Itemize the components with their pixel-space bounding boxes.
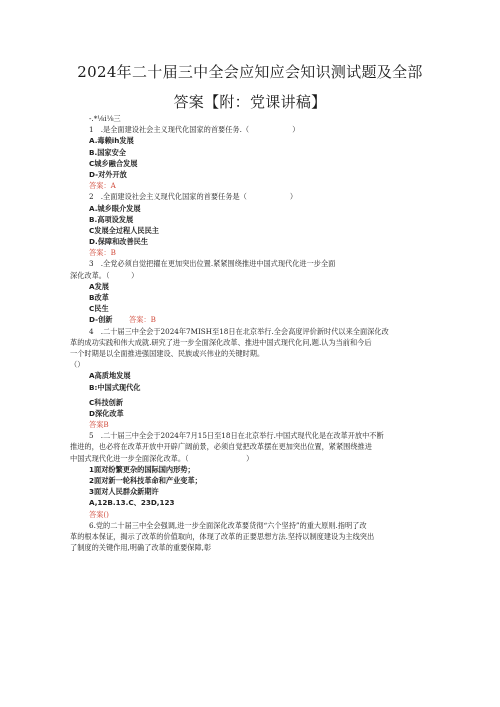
- question-3-option-a: A发展: [89, 281, 109, 291]
- question-5-stem-line-1: 5 .二十届三中全会于2024年7月15日至18日在北京举行.中国式现代化是在改革开放中不断: [89, 431, 384, 441]
- question-1-stem: 1 .是全面建设社会主义现代化国家的首要任务.（ ）: [89, 125, 300, 135]
- question-5-answer: 答案(): [89, 509, 109, 519]
- question-1-option-c: C城乡融合发展: [89, 158, 138, 168]
- question-1-option-d: D-对外开放: [89, 169, 127, 179]
- question-5-item-1: 1面对纷繁更杂的国际国内形势；: [89, 464, 195, 474]
- question-4-option-c: C科技创新: [89, 397, 124, 407]
- question-2-option-c: C发展全过程人民民主: [89, 225, 159, 235]
- question-3-answer: 答案：B: [129, 315, 156, 325]
- question-4-stem-line-1: 4 .二十届三中全会于2024年7MISH至18日在北京举行.全会高度评价新时代以来全面深化改: [89, 326, 389, 336]
- question-2-option-a: A.城乡眼介发展: [89, 203, 141, 213]
- question-4-option-a: A高质地发展: [89, 371, 131, 381]
- question-3-stem-line-2: 深化改革。（ ）: [70, 270, 139, 280]
- question-4-stem-line-4: （）: [70, 360, 85, 370]
- question-3-option-d-and-answer: D-创新: [89, 315, 113, 325]
- section-heading: -.*⅛i⅛三: [89, 114, 121, 123]
- question-5-stem-line-2: 推进的，也必将在改革开放中开辟广阔前景，必须自觉把改革摆在更加突出位置，紧紧围绕推进: [70, 442, 372, 452]
- question-4-option-b: B:中国式现代化: [89, 382, 141, 392]
- question-1-option-a: A.毒赖ih发展: [89, 136, 134, 146]
- question-1-option-b: B.国家安全: [89, 147, 126, 157]
- question-2-stem: 2 .全面建设社会主义现代化国家的首要任务是（ ）: [89, 192, 298, 202]
- question-3-option-b: B改革: [89, 293, 109, 302]
- question-5-options: A,12B.13.C、23D,123: [89, 498, 175, 508]
- question-2-answer: 答案：B: [89, 248, 116, 258]
- question-2-option-d: D.保障和改善民生: [89, 237, 149, 247]
- question-2-option-b: B.高项设发展: [89, 214, 134, 224]
- question-3-option-c: C民生: [89, 304, 109, 314]
- question-6-stem-line-2: 革的根本保证，揭示了改革的价值取向，体现了改革的正要思想方法.坚持以制度建设为主线突出: [70, 531, 375, 541]
- question-1-answer: 答案：A: [89, 181, 116, 191]
- question-5-item-3: 3面对人民群众新期许: [89, 487, 159, 497]
- question-6-stem-line-1: 6.党的二十届三中全会强调,进一步全面深化改革要货彻“六个坚持”的重大原则.指明了改: [89, 520, 367, 530]
- question-5-item-2: 2面对新一轮科技革命和产业变革；: [89, 476, 202, 485]
- question-6-stem-line-3: 了制度的关键作用,明确了改革的重要保障,彰: [70, 543, 212, 553]
- document-title-line-1: 2024年二十届三中全会应知应会知识测试题及全部: [77, 63, 423, 81]
- question-4-option-d: D深化改革: [89, 408, 124, 418]
- question-4-answer: 答案B: [89, 420, 109, 430]
- question-3-stem-line-1: 3 .全党必须自觉把擢在更加突出位置.紧紧围绕推进中国式现代化进一步全面: [89, 259, 336, 269]
- question-4-stem-line-3: 一个时期是以全面推进强国建设、民族或兴伟业的关键时期。: [70, 348, 265, 358]
- document-body: [70, 113, 419, 553]
- question-4-stem-line-2: 革的成功实践和伟大成就.研究了进一步全面深化改革、推进中国式现代化问,题.认为当前和今后: [70, 337, 372, 347]
- question-5-stem-line-3: 中国式现代化进一步全面深化改革。（ ）: [70, 453, 254, 463]
- document-title-line-2: 答案【附：党课讲稿】: [173, 93, 327, 111]
